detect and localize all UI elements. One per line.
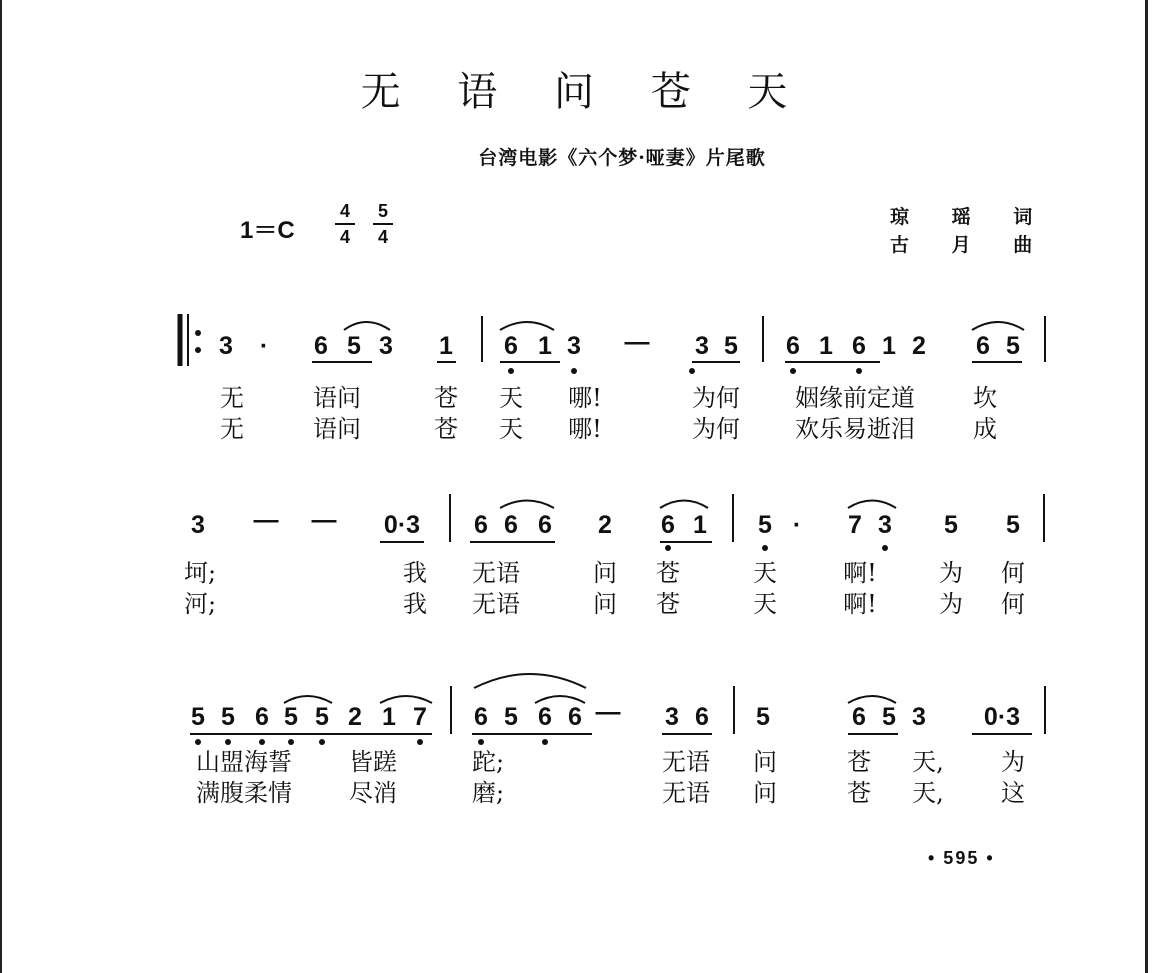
dotted-rhythm: · (792, 511, 802, 539)
lyric-v2: 河; (183, 590, 217, 618)
dash-extension: — (311, 506, 337, 534)
note: 5 (944, 511, 958, 539)
note: 2 (348, 703, 362, 731)
note: 3 (912, 703, 926, 731)
note: 7 (848, 511, 862, 539)
note: 5 (347, 332, 361, 360)
slur (848, 696, 896, 703)
lyric-v1: 啊! (843, 559, 877, 587)
lyric-v2: 何 (1001, 590, 1025, 618)
lyric-v1: 问 (593, 559, 617, 587)
lyric-v1: 坷; (183, 559, 217, 587)
lyric-v2: 苍 (434, 415, 458, 443)
lyric-v2: 无语 (662, 779, 710, 807)
note: 6 (661, 511, 675, 539)
dash-extension: — (253, 506, 279, 534)
repeat-dot (195, 330, 201, 336)
lyric-v1: 坎 (973, 384, 997, 412)
lyric-v2: 成 (973, 415, 997, 443)
composer-credit: 古 月 曲 (890, 234, 1051, 256)
note: 6 (568, 703, 582, 731)
lyric-v2: 为何 (692, 415, 740, 443)
lyric-v1: 苍 (847, 748, 871, 776)
note: 3 (695, 332, 709, 360)
note: 5 (284, 703, 298, 731)
note: 6 (695, 703, 709, 731)
note: 1 (382, 703, 396, 731)
song-subtitle: 台湾电影《六个梦·哑妻》片尾歌 (478, 147, 766, 169)
note: 5 (1006, 332, 1020, 360)
note: 5 (724, 332, 738, 360)
lyric-v1: 皆蹉 (349, 748, 397, 776)
lyric-v1: 哪! (568, 384, 602, 412)
lyric-v1: 跎; (471, 748, 505, 776)
key-signature: 1＝C (240, 217, 295, 244)
lyric-v1: 天 (753, 559, 777, 587)
lyric-v1: 问 (753, 748, 777, 776)
low-octave-dot (478, 739, 484, 745)
note: 5 (504, 703, 518, 731)
lyric-v1: 为 (939, 559, 963, 587)
note: 6 (504, 511, 518, 539)
lyric-v1: 山盟海誓 (196, 748, 292, 776)
note: 3 (191, 511, 205, 539)
low-octave-dot (856, 368, 862, 374)
lyric-v1: 无语 (662, 748, 710, 776)
note: 5 (1006, 511, 1020, 539)
lyric-v2: 语问 (313, 415, 361, 443)
lyric-v1: 苍 (434, 384, 458, 412)
note: 2 (912, 332, 926, 360)
note: 1 (439, 332, 453, 360)
low-octave-dot (259, 739, 265, 745)
lyric-v1: 天, (912, 748, 944, 776)
lyric-v2: 苍 (847, 779, 871, 807)
low-octave-dot (571, 368, 577, 374)
lyric-v1: 无 (220, 384, 244, 412)
note: 3 (878, 511, 892, 539)
slur (500, 322, 554, 330)
low-octave-dot (689, 368, 695, 374)
lyric-v2: 天 (499, 415, 523, 443)
note: 5 (882, 703, 896, 731)
slur (284, 696, 332, 703)
lyric-v1: 姻缘前定道 (795, 384, 915, 412)
dash-extension: — (624, 328, 650, 356)
low-octave-dot (790, 368, 796, 374)
lyric-v2: 天 (753, 590, 777, 618)
note: 5 (221, 703, 235, 731)
slur (380, 696, 432, 703)
lyric-v2: 这 (1001, 779, 1025, 807)
lyric-v1: 何 (1001, 559, 1025, 587)
low-octave-dot (762, 545, 768, 551)
slur (535, 696, 585, 703)
lyric-v1: 苍 (656, 559, 680, 587)
note: 6 (504, 332, 518, 360)
lyrics-system-2 (184, 559, 1025, 618)
slur (972, 322, 1024, 330)
note: 5 (756, 703, 770, 731)
low-octave-dot (288, 739, 294, 745)
dash-extension: — (595, 698, 621, 726)
note: 3 (665, 703, 679, 731)
note: 3 (219, 332, 233, 360)
note: 0·3 (983, 703, 1021, 731)
page-number: • 595 • (928, 848, 995, 868)
note: 5 (315, 703, 329, 731)
note: 2 (598, 511, 612, 539)
low-octave-dot (417, 739, 423, 745)
lyric-v2: 满腹柔情 (196, 779, 292, 807)
note: 3 (379, 332, 393, 360)
note: 1 (693, 511, 707, 539)
lyric-v2: 无语 (472, 590, 520, 618)
lyric-v2: 苍 (656, 590, 680, 618)
lyrics-system-3 (196, 748, 1025, 807)
low-octave-dot (542, 739, 548, 745)
slur (344, 322, 390, 330)
note: 6 (786, 332, 800, 360)
notation-system-3 (191, 698, 1020, 731)
lyric-v2: 我 (403, 590, 427, 618)
note: 6 (852, 332, 866, 360)
lyric-v1: 我 (403, 559, 427, 587)
lyric-v2: 问 (593, 590, 617, 618)
lyric-v2: 天, (912, 779, 944, 807)
slur (848, 501, 896, 509)
lyric-v2: 问 (753, 779, 777, 807)
note: 3 (567, 332, 581, 360)
note: 6 (538, 703, 552, 731)
note: 6 (314, 332, 328, 360)
slur (500, 501, 554, 509)
note: 6 (474, 511, 488, 539)
note: 5 (191, 703, 205, 731)
note: 0·3 (383, 511, 421, 539)
note: 1 (882, 332, 896, 360)
lyricist-credit: 琼 瑶 词 (890, 206, 1051, 228)
lyric-v2: 哪! (568, 415, 602, 443)
lyric-v2: 啊! (843, 590, 877, 618)
slur (660, 501, 708, 509)
note: 6 (976, 332, 990, 360)
note: 6 (474, 703, 488, 731)
low-octave-dot (882, 545, 888, 551)
note: 6 (255, 703, 269, 731)
repeat-dot (195, 347, 201, 353)
note: 7 (413, 703, 427, 731)
note: 6 (538, 511, 552, 539)
low-octave-dot (665, 545, 671, 551)
time-signature-4-4: 4 4 (335, 200, 355, 248)
lyric-v1: 为何 (692, 384, 740, 412)
notation-system-1 (219, 328, 1020, 360)
note: 6 (852, 703, 866, 731)
song-title: 无 语 问 苍 天 (360, 69, 810, 115)
lyric-v1: 为 (1001, 748, 1025, 776)
notation-system-2 (191, 506, 1020, 539)
low-octave-dot (225, 739, 231, 745)
slur (474, 674, 586, 688)
note: 1 (819, 332, 833, 360)
lyric-v2: 无 (220, 415, 244, 443)
low-octave-dot (195, 739, 201, 745)
lyric-v2: 尽消 (349, 779, 397, 807)
lyric-v2: 为 (939, 590, 963, 618)
note: 5 (758, 511, 772, 539)
lyric-v2: 欢乐易逝泪 (795, 415, 915, 443)
low-octave-dot (319, 739, 325, 745)
lyric-v1: 天 (499, 384, 523, 412)
lyrics-system-1 (220, 384, 997, 443)
note: 1 (538, 332, 552, 360)
lyric-v2: 磨; (471, 779, 505, 807)
time-signature-5-4: 5 4 (373, 200, 393, 248)
lyric-v1: 无语 (472, 559, 520, 587)
dotted-rhythm: · (259, 332, 269, 360)
low-octave-dot (508, 368, 514, 374)
lyric-v1: 语问 (313, 384, 361, 412)
